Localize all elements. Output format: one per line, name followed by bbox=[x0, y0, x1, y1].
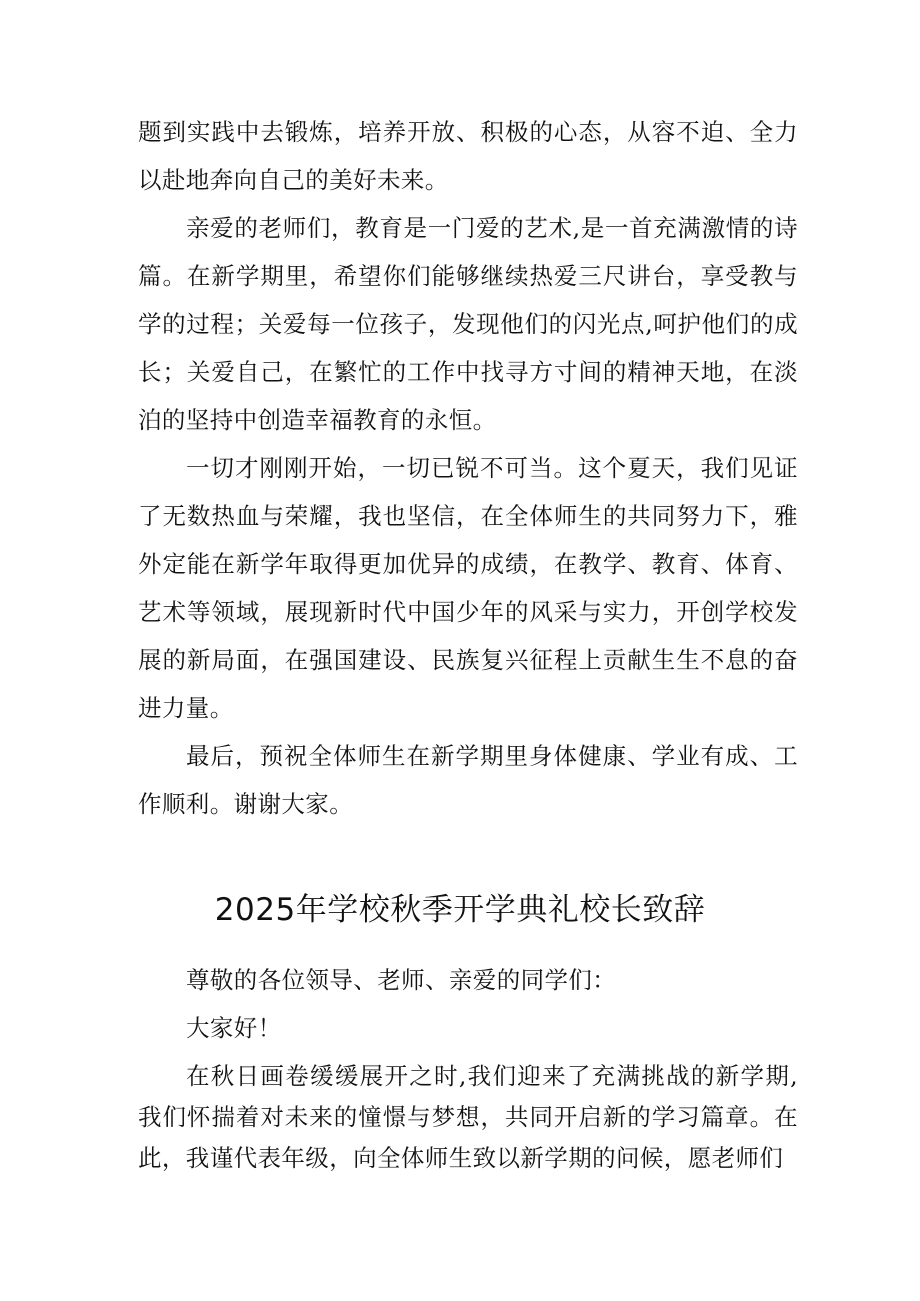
paragraph-teachers: 亲爱的老师们，教育是一门爱的艺术,是一首充满激情的诗篇。在新学期里，希望你们能够继续热爱三尺讲台，享受教与学的过程；关爱每一位孩子，发现他们的闪光点,呵护他们的成长；关爱自己，在繁忙的工作中找寻方寸间的精神天地，在淡泊的坚持中创造幸福教育的永恒。 bbox=[138, 214, 798, 434]
paragraph-continuation: 题到实践中去锻炼，培养开放、积极的心态，从容不迫、全力以赴地奔向自己的美好未来。 bbox=[138, 118, 798, 194]
paragraph-opening: 在秋日画卷缓缓展开之时,我们迎来了充满挑战的新学期,我们怀揣着对未来的憧憬与梦想，共同开启新的学习篇章。在此，我谨代表年级，向全体师生致以新学期的问候，愿老师们 bbox=[138, 1062, 798, 1172]
paragraph-closing: 最后，预祝全体师生在新学期里身体健康、学业有成、工作顺利。谢谢大家。 bbox=[138, 742, 798, 818]
speech-title: 2025年学校秋季开学典礼校长致辞 bbox=[214, 892, 706, 928]
paragraph-beginning: 一切才刚刚开始，一切已锐不可当。这个夏天，我们见证了无数热血与荣耀，我也坚信，在全体师生的共同努力下，雅外定能在新学年取得更加优异的成绩，在教学、教育、体育、艺术等领域，展现新时代中国少年的风采与实力，开创学校发展的新局面，在强国建设、民族复兴征程上贡献生生不息的奋进力量。 bbox=[138, 454, 798, 722]
hello-line: 大家好！ bbox=[186, 1014, 282, 1042]
salutation: 尊敬的各位领导、老师、亲爱的同学们： bbox=[186, 966, 617, 994]
